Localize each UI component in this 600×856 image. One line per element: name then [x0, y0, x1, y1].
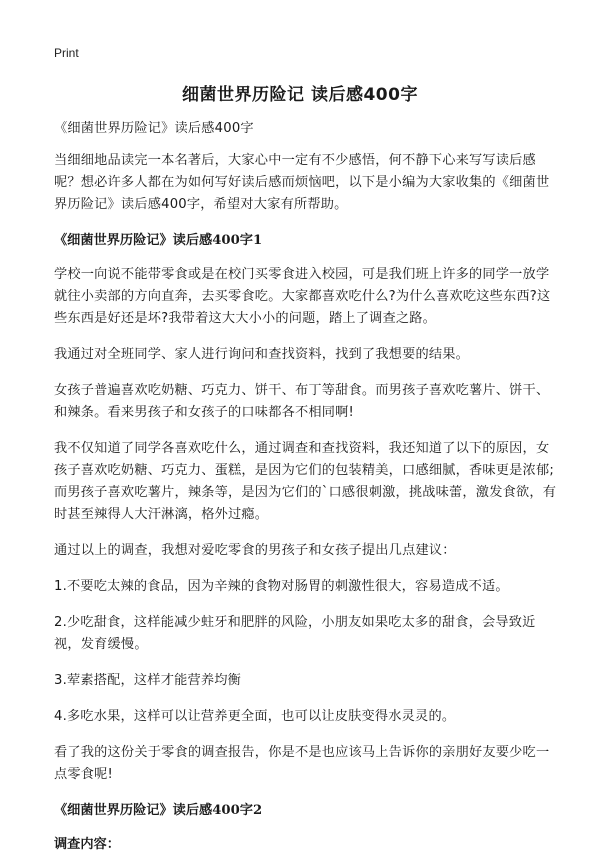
suggestion-item: 1.不要吃太辣的食品，因为辛辣的食物对肠胃的刺激性很大，容易造成不适。 — [54, 579, 509, 594]
print-link[interactable]: Print — [54, 46, 79, 60]
section-1-paragraph: 通过以上的调查，我想对爱吃零食的男孩子和女孩子提出几点建议： — [54, 543, 456, 558]
section-1-paragraph: 我不仅知道了同学各喜欢吃什么，通过调查和查找资料，我还知道了以下的原因，女孩子喜欢吃奶糖、巧克力、蛋糕，是因为它们的包装精美，口感细腻，香味更是浓郁;而男孩子喜欢吃薯片，辣条等，是因为它们的`口感很刺激，挑战味蕾，激发食欲，有时甚至辣得人大汗淋漓，格外过瘾。 — [54, 441, 557, 522]
suggestion-item: 4.多吃水果，这样可以让营养更全面，也可以让皮肤变得水灵灵的。 — [54, 709, 456, 724]
suggestion-item: 2.少吃甜食，这样能减少蛀牙和肥胖的风险，小朋友如果吃太多的甜食，会导致近视，发育缓慢。 — [54, 615, 536, 652]
suggestion-item: 3.荤素搭配，这样才能营养均衡 — [54, 673, 242, 688]
section-1-paragraph: 学校一向说不能带零食或是在校门买零食进入校园，可是我们班上许多的同学一放学就往小卖部的方向直奔，去买零食吃。大家都喜欢吃什么?为什么喜欢吃这些东西?这些东西是好还是坏?我带着这大大小小的问题，踏上了调查之路。 — [54, 267, 551, 326]
intro-paragraph: 当细细地品读完一本名著后，大家心中一定有不少感悟，何不静下心来写写读后感呢？想必许多人都在为如何写好读后感而烦恼吧，以下是小编为大家收集的《细菌世界历险记》读后感400字，希望对大家有所帮助。 — [54, 153, 550, 212]
article-subtitle: 《细菌世界历险记》读后感400字 — [54, 121, 254, 136]
section-2-subheading: 调查内容： — [54, 837, 120, 852]
section-1-heading: 《细菌世界历险记》读后感400字1 — [54, 233, 263, 248]
section-2-heading: 《细菌世界历险记》读后感400字2 — [54, 803, 263, 818]
page-title: 细菌世界历险记 读后感400字 — [182, 85, 418, 105]
article-body — [54, 118, 558, 856]
section-1-paragraph: 我通过对全班同学、家人进行询问和查找资料，找到了我想要的结果。 — [54, 347, 470, 362]
section-1-paragraph: 看了我的这份关于零食的调查报告，你是不是也应该马上告诉你的亲朋好友要少吃一点零食呢! — [54, 745, 550, 782]
section-1-paragraph: 女孩子普遍喜欢吃奶糖、巧克力、饼干、布丁等甜食。而男孩子喜欢吃薯片、饼干、和辣条。看来男孩子和女孩子的口味都各不相同啊! — [54, 383, 550, 420]
